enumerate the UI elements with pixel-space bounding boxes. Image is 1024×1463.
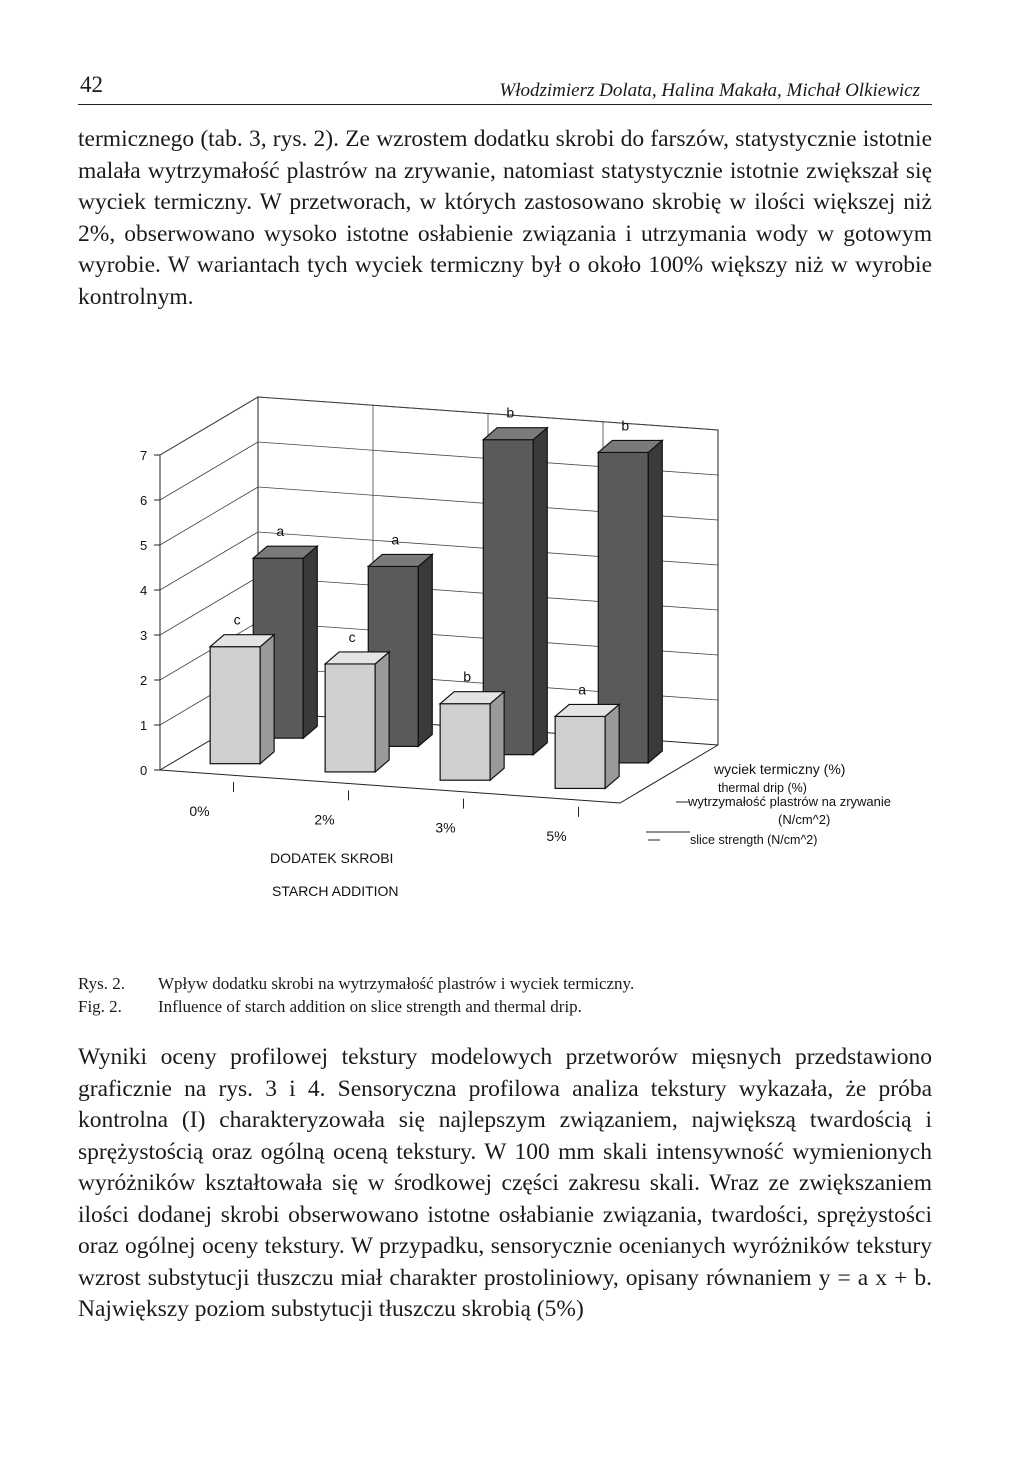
bar-significance-label: a (578, 681, 587, 698)
caption-pl-label: Rys. 2. (78, 974, 126, 993)
y-tick-label: 4 (140, 583, 148, 598)
bar-1-0 (210, 635, 274, 764)
bar-side-face (375, 652, 389, 772)
bar-significance-label: a (276, 523, 285, 540)
bar-side-face (418, 554, 432, 746)
running-head-authors: Włodzimierz Dolata, Halina Makała, Michał Olkiewicz (499, 80, 920, 101)
caption-en-text: Influence of starch addition on slice strength and thermal drip. (158, 997, 582, 1016)
bar-1-1 (325, 652, 389, 772)
bar-front-face (210, 647, 260, 764)
y-tick-label: 2 (140, 673, 148, 688)
bar-front-face (325, 664, 375, 772)
y-tick-label: 7 (140, 448, 148, 463)
header-rule (78, 104, 932, 105)
bar-front-face (555, 716, 605, 788)
bar-significance-label: b (621, 417, 630, 434)
bar-significance-label: c (348, 628, 356, 645)
page-number: 42 (80, 72, 103, 97)
x-axis-title-en: STARCH ADDITION (272, 883, 399, 899)
x-axis-title-pl: DODATEK SKROBI (270, 850, 394, 866)
bar-1-3 (555, 704, 619, 788)
legend-series-2-name-en: slice strength (N/cm^2) (690, 833, 818, 847)
bar-1-2 (440, 692, 504, 781)
body-paragraph-1: termicznego (tab. 3, rys. 2). Ze wzrostem dodatku skrobi do farszów, statystycznie istotnie malała wytrzymałość plastrów na zrywanie, natomiast statystycznie istotnie zwiększał się wyciek termiczny. W przetworach, w których zastosowano skrobię w ilości większej niż 2%, obserwowano wysoko istotne osłabienie związania i utrzymania wody w gotowym wyrobie. W wariantach tych wyciek termiczny był o około 100% większy niż w wyrobie kontrolnym. (78, 126, 932, 310)
x-tick-label: 5% (546, 827, 567, 844)
legend-series-1-name-en: thermal drip (%) (718, 781, 807, 795)
y-tick-label: 6 (140, 493, 148, 508)
bar-side-face (490, 692, 504, 781)
legend-series-2-name-pl: wytrzymałość plastrów na zrywanie (688, 794, 892, 809)
bar-side-face (648, 440, 662, 763)
body-paragraph-2: Wyniki oceny profilowej tekstury modelowych przetworów mięsnych przedstawiono graficznie na rys. 3 i 4. Sensoryczna profilowa analiza tekstury wykazała, że próba kontrolna (I) charakteryzowała się najlepszym związaniem, największą twardością i sprężystością oraz ogólną oceną tekstury. W 100 mm skali intensywność wymienionych wyróżników kształtowała się w środkowej części zakresu skali. Wraz ze zwiększaniem ilości dodanej skrobi obserwowano istotne osłabianie związania, twardości, sprężystości oraz ogólnej oceny tekstury. W przypadku, sensorycznie ocenianych wyróżników tekstury wzrost substytucji tłuszczu miał charakter prostoliniowy, opisany równaniem y = a x + b. Największy poziom substytucji tłuszczu skrobią (5%) (78, 1044, 932, 1322)
bar-significance-label: c (233, 611, 241, 628)
y-tick-label: 5 (140, 538, 148, 553)
bar-front-face (440, 704, 490, 781)
bar-significance-label: a (391, 531, 400, 548)
figure-2-chart (0, 340, 1024, 920)
bar-significance-label: b (506, 404, 515, 421)
bar-side-face (260, 635, 274, 764)
legend-series-1-name-pl: wyciek termiczny (%) (714, 761, 846, 777)
figure-caption-en (78, 997, 582, 1017)
bar-significance-label: b (463, 668, 472, 685)
x-tick-label: 0% (189, 803, 210, 820)
bar-side-face (533, 428, 547, 755)
x-tick-label: 2% (314, 811, 335, 828)
y-tick-label: 0 (140, 763, 148, 778)
caption-pl-text: Wpływ dodatku skrobi na wytrzymałość plastrów i wyciek termiczny. (158, 974, 635, 993)
figure-caption-pl (78, 974, 634, 994)
y-tick-label: 1 (140, 718, 148, 733)
bar-side-face (303, 546, 317, 738)
caption-en-label: Fig. 2. (78, 997, 122, 1016)
legend-leader-lines (646, 802, 690, 840)
bar-side-face (605, 704, 619, 788)
y-tick-label: 3 (140, 628, 148, 643)
x-tick-label: 3% (435, 819, 456, 836)
legend-series-2-unit: (N/cm^2) (778, 812, 831, 827)
